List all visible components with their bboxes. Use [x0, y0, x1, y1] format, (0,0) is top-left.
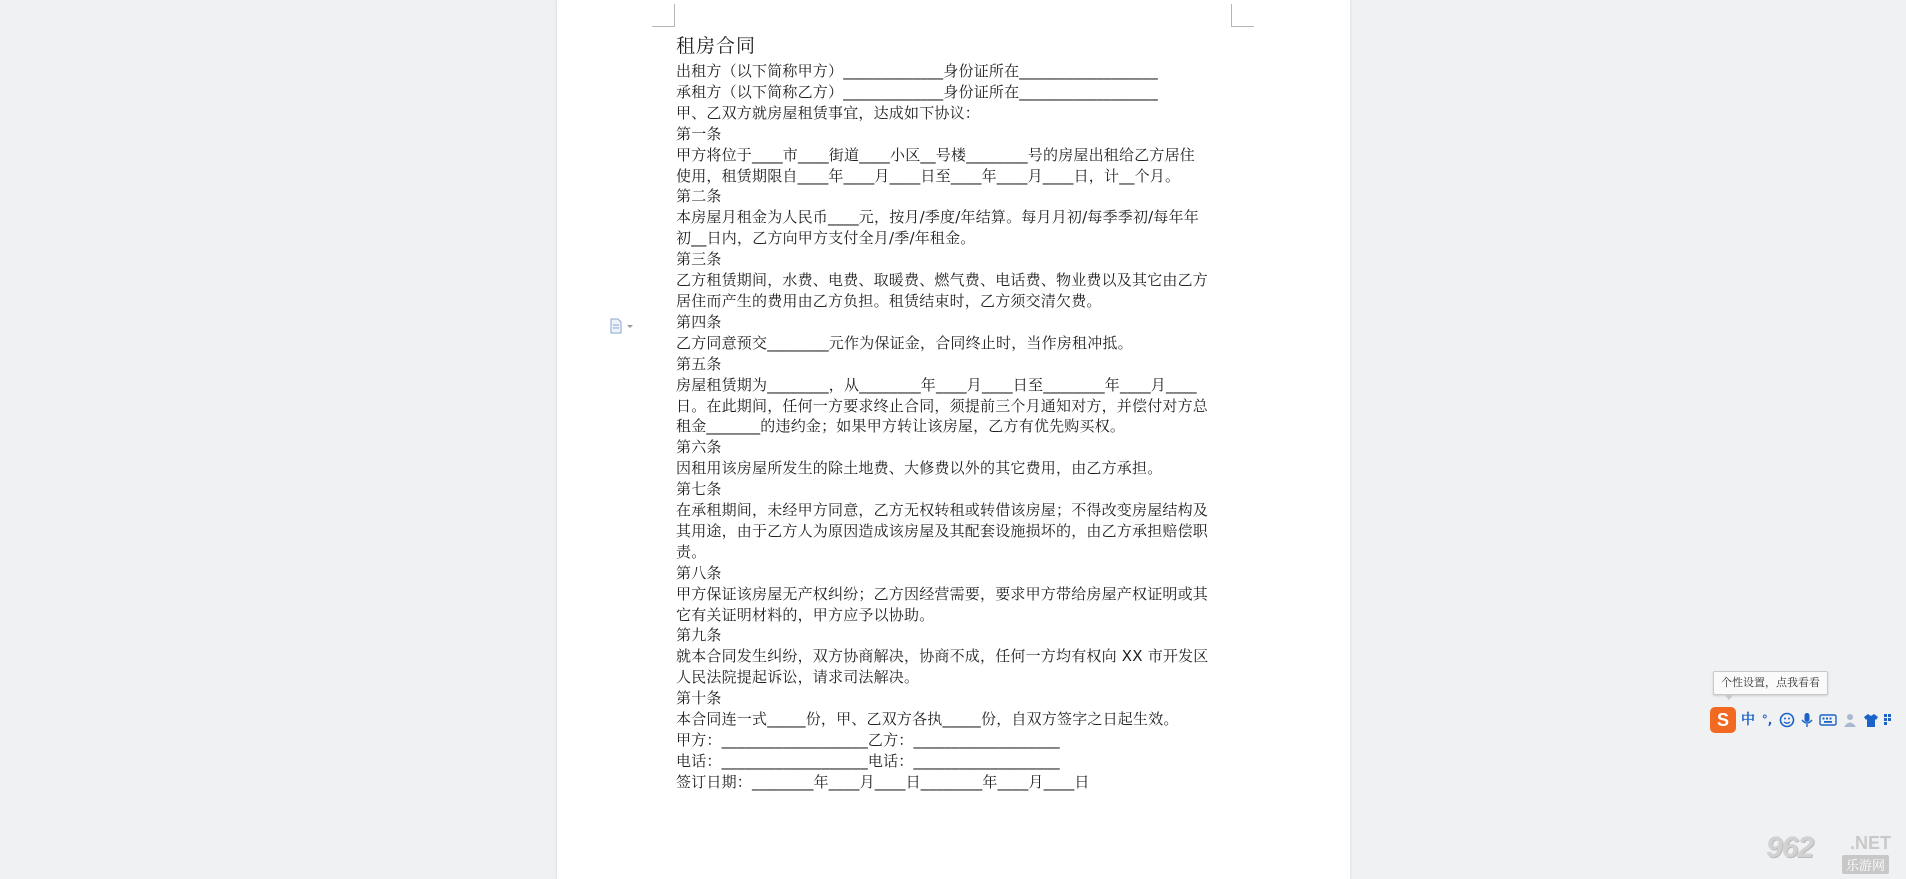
sogou-logo-icon[interactable]: S — [1710, 707, 1736, 733]
doc-clause-heading: 第九条 — [676, 626, 722, 645]
doc-line: 使用，租赁期限自____年____月____日至____年____月____日，计__个月。 — [676, 166, 1181, 185]
doc-line-lessee: 承租方（以下简称乙方）_____________身份证所在__________________ — [676, 82, 1158, 101]
doc-line: 初__日内，乙方向甲方支付全月/季/年租金。 — [676, 229, 976, 248]
doc-line: 本房屋月租金为人民币____元，按月/季度/年结算。每月月初/每季季初/每年年 — [676, 208, 1200, 227]
doc-line: 甲方将位于____市____街道____小区__号楼________号的房屋出租给乙方居住 — [676, 145, 1196, 164]
doc-line: 乙方同意预交________元作为保证金，合同终止时，当作房租冲抵。 — [676, 333, 1133, 352]
microphone-icon[interactable] — [1800, 712, 1814, 728]
document-margin-icon[interactable] — [609, 318, 635, 334]
doc-line: 就本合同发生纠纷，双方协商解决，协商不成，任何一方均有权向 XX 市开发区 — [676, 647, 1209, 666]
doc-clause-heading: 第六条 — [676, 438, 722, 457]
emoji-icon[interactable] — [1779, 712, 1795, 728]
doc-line: 因租用该房屋所发生的除土地费、大修费以外的其它费用，由乙方承担。 — [676, 459, 1163, 478]
watermark-domain: .NET — [1850, 833, 1892, 853]
doc-signature-date: 签订日期：________年____月____日________年____月____日 — [676, 772, 1090, 791]
doc-line: 它有关证明材料的，甲方应予以协助。 — [676, 605, 935, 624]
doc-clause-heading: 第七条 — [676, 480, 722, 499]
ime-mode-toggle[interactable]: 中 — [1741, 712, 1755, 728]
document-title: 租房合同 — [676, 35, 757, 57]
doc-line: 甲方保证该房屋无产权纠纷；乙方因经营需要，要求甲方带给房屋产权证明或其 — [676, 584, 1209, 603]
watermark-site-name: 乐游网 — [1842, 855, 1889, 874]
doc-line: 日。在此期间，任何一方要求终止合同，须提前三个月通知对方，并偿付对方总 — [676, 396, 1209, 415]
ime-toolbar — [1710, 706, 1906, 734]
doc-clause-heading: 第二条 — [676, 187, 722, 206]
shirt-icon[interactable] — [1863, 712, 1879, 728]
doc-line-lessor: 出租方（以下简称甲方）_____________身份证所在__________________ — [676, 62, 1158, 80]
watermark-number: 962 — [1766, 831, 1814, 864]
doc-line-intro: 甲、乙双方就房屋租赁事宜，达成如下协议： — [676, 103, 981, 122]
crop-mark-top-left — [652, 4, 675, 27]
site-watermark — [1766, 829, 1906, 879]
ime-punctuation-toggle[interactable]: °, — [1761, 713, 1773, 727]
doc-line: 本合同连一式_____份，甲、乙双方各执_____份，自双方签字之日起生效。 — [676, 710, 1179, 729]
user-icon[interactable] — [1842, 712, 1858, 728]
doc-line: 居住而产生的费用由乙方负担。租赁结束时，乙方须交清欠费。 — [676, 291, 1102, 310]
doc-line: 责。 — [676, 542, 707, 561]
doc-signature-phone: 电话：___________________电话：___________________ — [676, 751, 1060, 770]
doc-clause-heading: 第五条 — [676, 354, 722, 373]
doc-clause-heading: 第四条 — [676, 312, 722, 331]
doc-clause-heading: 第三条 — [676, 250, 722, 269]
doc-line: 房屋租赁期为________，从________年____月____日至________年____月____ — [676, 375, 1197, 394]
doc-clause-heading: 第八条 — [676, 563, 722, 582]
doc-line: 人民法院提起诉讼，请求司法解决。 — [676, 668, 920, 687]
document-body[interactable] — [676, 32, 1236, 793]
doc-line: 租金_______的违约金；如果甲方转让该房屋，乙方有优先购买权。 — [676, 417, 1126, 436]
doc-line: 其用途，由于乙方人为原因造成该房屋及其配套设施损坏的，由乙方承担赔偿职 — [676, 521, 1209, 540]
doc-clause-heading: 第一条 — [676, 124, 722, 143]
grid-icon[interactable] — [1884, 712, 1898, 728]
document-page[interactable] — [557, 0, 1350, 879]
ime-tooltip[interactable]: 个性设置，点我看看 — [1713, 671, 1828, 695]
doc-signature-party: 甲方：___________________乙方：___________________ — [676, 731, 1060, 749]
doc-line: 乙方租赁期间，水费、电费、取暖费、燃气费、电话费、物业费以及其它由乙方 — [676, 271, 1209, 290]
doc-clause-heading: 第十条 — [676, 689, 722, 708]
doc-line: 在承租期间，未经甲方同意，乙方无权转租或转借该房屋；不得改变房屋结构及 — [676, 501, 1209, 520]
keyboard-icon[interactable] — [1819, 713, 1837, 727]
crop-mark-top-right — [1231, 4, 1254, 27]
